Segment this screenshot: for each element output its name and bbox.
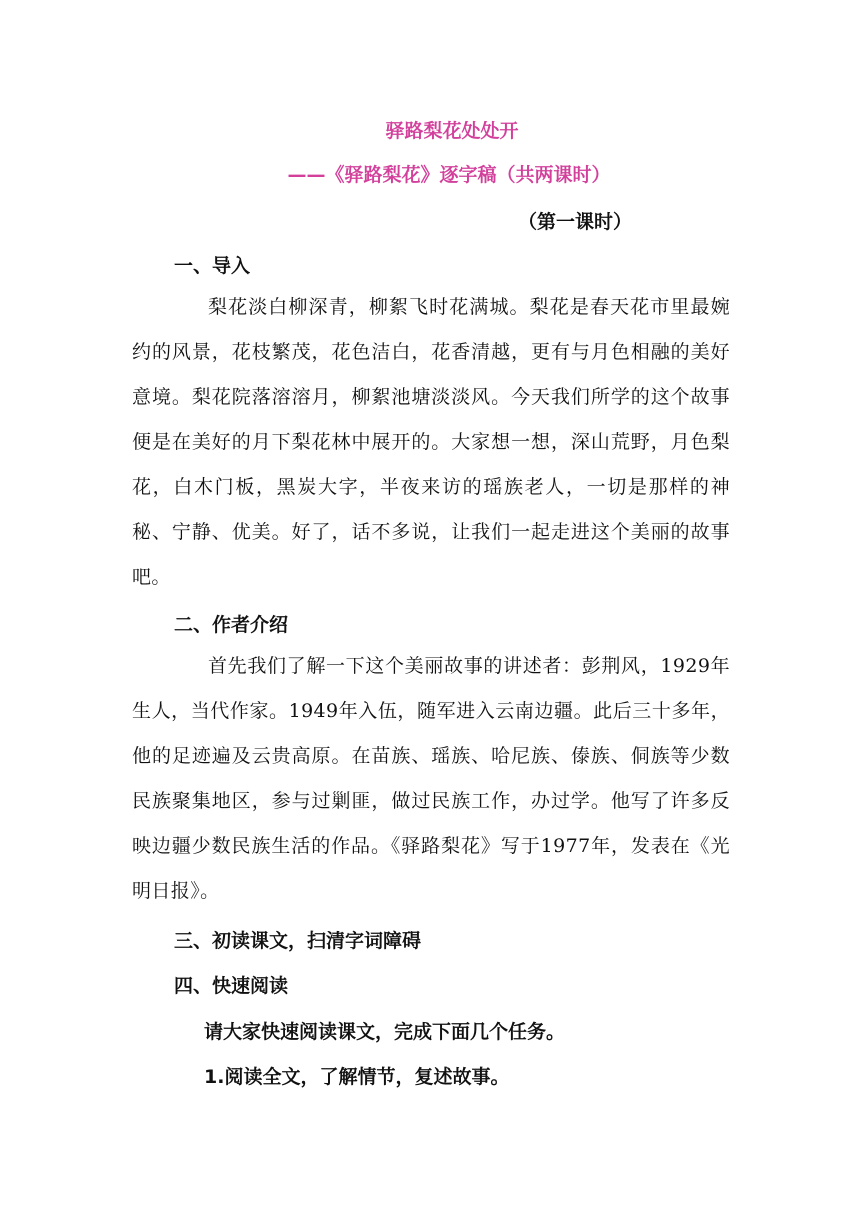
section-paragraph-intro: 梨花淡白柳深青，柳絮飞时花满城。梨花是春天花市里最婉约的风景，花枝繁茂，花色洁白，花香清越，更有与月色相融的美好意境。梨花院落溶溶月，柳絮池塘淡淡风。今天我们所学的这个故事便是在美好的月下梨花林中展开的。大家想一想，深山荒野，月色梨花，白木门板，黑炭大字，半夜来访的瑶族老人，一切是那样的神秘、宁静、优美。好了，话不多说，让我们一起走进这个美丽的故事吧。: [132, 296, 730, 588]
section-heading-fast-reading: 四、快速阅读: [174, 975, 289, 997]
task-item-1: 1.阅读全文，了解情节，复述故事。: [204, 1066, 510, 1088]
lesson-label: （第一课时）: [518, 211, 633, 233]
document-title: 驿路梨花处处开: [385, 120, 519, 142]
section-paragraph-author: 首先我们了解一下这个美丽故事的讲述者：彭荆风，1929年生人，当代作家。1949年入伍，随军进入云南边疆。此后三十多年，他的足迹遍及云贵高原。在苗族、瑶族、哈尼族、傣族、侗族等少数民族聚集地区，参与过剿匪，做过民族工作，办过学。他写了许多反映边疆少数民族生活的作品。《驿路梨花》写于1977年，发表在《光明日报》。: [132, 655, 730, 902]
section-heading-first-reading: 三、初读课文，扫清字词障碍: [174, 930, 422, 952]
section-heading-intro: 一、导入: [174, 255, 251, 277]
task-intro: 请大家快速阅读课文，完成下面几个任务。: [204, 1021, 566, 1043]
section-heading-author: 二、作者介绍: [174, 614, 289, 636]
document-subtitle: ——《驿路梨花》逐字稿（共两课时）: [287, 164, 611, 186]
